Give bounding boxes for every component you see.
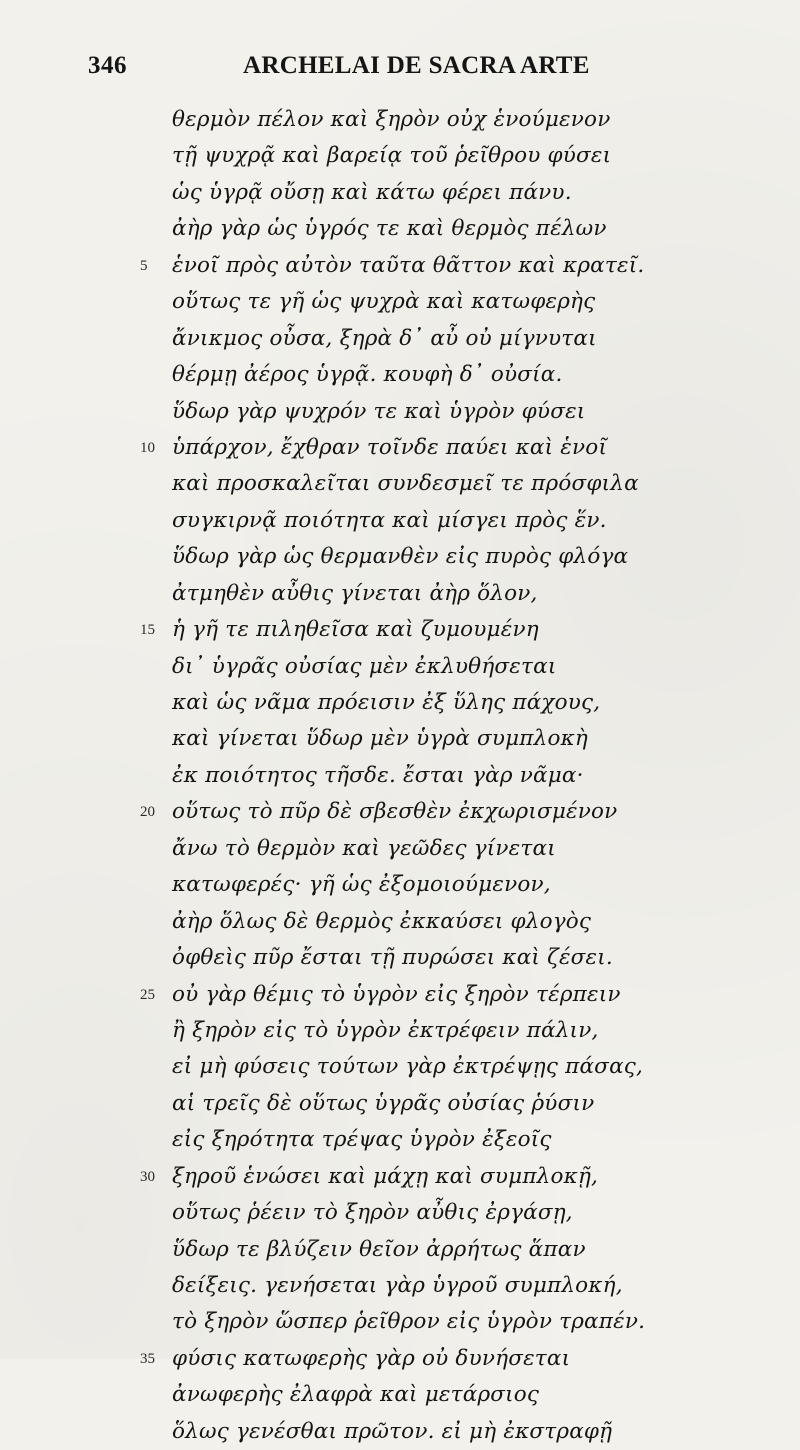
verse-text: ἀὴρ γὰρ ὡς ὑγρός τε καὶ θερμὸς πέλων — [172, 216, 607, 242]
verse-text: καὶ προσκαλεῖται συνδεσμεῖ τε πρόσφιλα — [172, 471, 639, 497]
verse-line — [0, 321, 800, 357]
verse-line — [0, 1122, 800, 1158]
verse-line — [0, 248, 800, 284]
verse-line — [0, 612, 800, 648]
verse-text: ὅλως γενέσθαι πρῶτον. εἰ μὴ ἐκστραφῇ — [172, 1418, 613, 1444]
verse-line — [0, 867, 800, 903]
verse-line — [0, 576, 800, 612]
line-number: 5 — [140, 257, 148, 274]
verse-line — [0, 466, 800, 502]
verse-line — [0, 102, 800, 138]
verse-line — [0, 1195, 800, 1231]
verse-line — [0, 1086, 800, 1122]
verse-line — [0, 685, 800, 721]
verse-text: θερμὸν πέλον καὶ ξηρὸν οὐχ ἑνούμενον — [172, 107, 611, 132]
verse-text: συγκιρνᾷ ποιότητα καὶ μίσγει πρὸς ἕν. — [172, 507, 607, 533]
verse-text: ὑπάρχον, ἔχθραν τοῖνδε παύει καὶ ἑνοῖ — [172, 434, 608, 460]
verse-text: ἄνικμος οὖσα, ξηρὰ δ᾿ αὖ οὐ μίγνυται — [172, 325, 597, 351]
verse-line — [0, 175, 800, 211]
verse-text: θέρμῃ ἀέρος ὑγρᾷ. κουφὴ δ᾿ οὐσία. — [172, 362, 563, 388]
verse-line — [0, 794, 800, 830]
running-title: ARCHELAI DE SACRA ARTE — [243, 52, 590, 79]
verse-line — [0, 539, 800, 575]
verse-text: εἰ μὴ φύσεις τούτων γὰρ ἐκτρέψῃς πάσας, — [172, 1054, 644, 1080]
verse-line — [0, 430, 800, 466]
verse-line — [0, 1377, 800, 1413]
verse-text: δι᾿ ὑγρᾶς οὐσίας μὲν ἐκλυθήσεται — [172, 653, 557, 679]
verse-text: ὀφθεὶς πῦρ ἔσται τῇ πυρώσει καὶ ζέσει. — [172, 945, 613, 971]
line-number: 35 — [140, 1350, 155, 1367]
verse-text: δείξεις. γενήσεται γὰρ ὑγροῦ συμπλοκή, — [172, 1273, 623, 1298]
verse-line — [0, 758, 800, 794]
verse-text: αἱ τρεῖς δὲ οὕτως ὑγρᾶς οὐσίας ῥύσιν — [172, 1090, 595, 1116]
line-number: 10 — [140, 439, 155, 456]
verse-text: οὐ γὰρ θέμις τὸ ὑγρὸν εἰς ξηρὸν τέρπειν — [172, 981, 621, 1007]
verse-line — [0, 1232, 800, 1268]
verse-text: ὕδωρ γὰρ ψυχρόν τε καὶ ὑγρὸν φύσει — [172, 398, 586, 424]
line-number: 30 — [140, 1168, 155, 1185]
line-number: 15 — [140, 622, 155, 639]
verse-text: φύσις κατωφερὴς γὰρ οὐ δυνήσεται — [172, 1345, 571, 1371]
verse-line — [0, 977, 800, 1013]
verse-text: οὕτως ῥέειν τὸ ξηρὸν αὖθις ἐργάσῃ, — [172, 1200, 573, 1226]
verse-line — [0, 649, 800, 685]
verse-text: ξηροῦ ἑνώσει καὶ μάχῃ καὶ συμπλοκῇ, — [172, 1163, 599, 1189]
verse-line — [0, 1341, 800, 1377]
verse-text: ἀὴρ ὅλως δὲ θερμὸς ἐκκαύσει φλογὸς — [172, 908, 592, 934]
verse-text: κατωφερές· γῆ ὡς ἐξομοιούμενον, — [172, 872, 551, 898]
verse-line — [0, 1304, 800, 1340]
verse-text: ἀτμηθὲν αὖθις γίνεται ἀὴρ ὅλον, — [172, 580, 538, 606]
verse-text: ἀνωφερὴς ἐλαφρὰ καὶ μετάρσιος — [172, 1382, 540, 1408]
verse-line — [0, 138, 800, 174]
verse-text: ἑνοῖ πρὸς αὐτὸν ταῦτα θᾶττον καὶ κρατεῖ. — [172, 252, 645, 278]
verse-line — [0, 1013, 800, 1049]
verse-text: τὸ ξηρὸν ὥσπερ ῥεῖθρον εἰς ὑγρὸν τραπέν. — [172, 1309, 646, 1335]
verse-line — [0, 503, 800, 539]
verse-line — [0, 1049, 800, 1085]
verse-line — [0, 1268, 800, 1304]
poem-text — [0, 102, 800, 1450]
verse-text: ἐκ ποιότητος τῆσδε. ἔσται γὰρ νᾶμα· — [172, 762, 584, 788]
verse-text: ἄνω τὸ θερμὸν καὶ γεῶδες γίνεται — [172, 835, 556, 861]
verse-line — [0, 904, 800, 940]
verse-text: οὕτως τε γῆ ὡς ψυχρὰ καὶ κατωφερὴς — [172, 289, 596, 315]
verse-line — [0, 357, 800, 393]
verse-text: ἡ γῆ τε πιληθεῖσα καὶ ζυμουμένη — [172, 617, 539, 643]
verse-text: εἰς ξηρότητα τρέψας ὑγρὸν ἐξεοῖς — [172, 1127, 552, 1153]
verse-line — [0, 831, 800, 867]
verse-line — [0, 940, 800, 976]
verse-text: ἢ ξηρὸν εἰς τὸ ὑγρὸν ἐκτρέφειν πάλιν, — [172, 1017, 599, 1043]
line-number: 25 — [140, 986, 155, 1003]
verse-text: ὡς ὑγρᾷ οὔσῃ καὶ κάτω φέρει πάνυ. — [172, 179, 572, 205]
verse-text: ὕδωρ γὰρ ὡς θερμανθὲν εἰς πυρὸς φλόγα — [172, 544, 629, 570]
verse-text: ὕδωρ τε βλύζειν θεῖον ἀρρήτως ἅπαν — [172, 1236, 586, 1262]
verse-line — [0, 1159, 800, 1195]
verse-line — [0, 1414, 800, 1450]
verse-line — [0, 284, 800, 320]
verse-text: καὶ ὡς νᾶμα πρόεισιν ἐξ ὕλης πάχους, — [172, 690, 601, 715]
line-number: 20 — [140, 804, 155, 821]
page-header — [0, 52, 800, 92]
verse-text: τῇ ψυχρᾷ καὶ βαρείᾳ τοῦ ῥεῖθρου φύσει — [172, 143, 612, 169]
verse-line — [0, 211, 800, 247]
page-number: 346 — [88, 52, 127, 79]
verse-text: καὶ γίνεται ὕδωρ μὲν ὑγρὰ συμπλοκὴ — [172, 726, 588, 752]
verse-text: οὕτως τὸ πῦρ δὲ σβεσθὲν ἐκχωρισμένον — [172, 799, 618, 825]
verse-line — [0, 394, 800, 430]
verse-line — [0, 721, 800, 757]
